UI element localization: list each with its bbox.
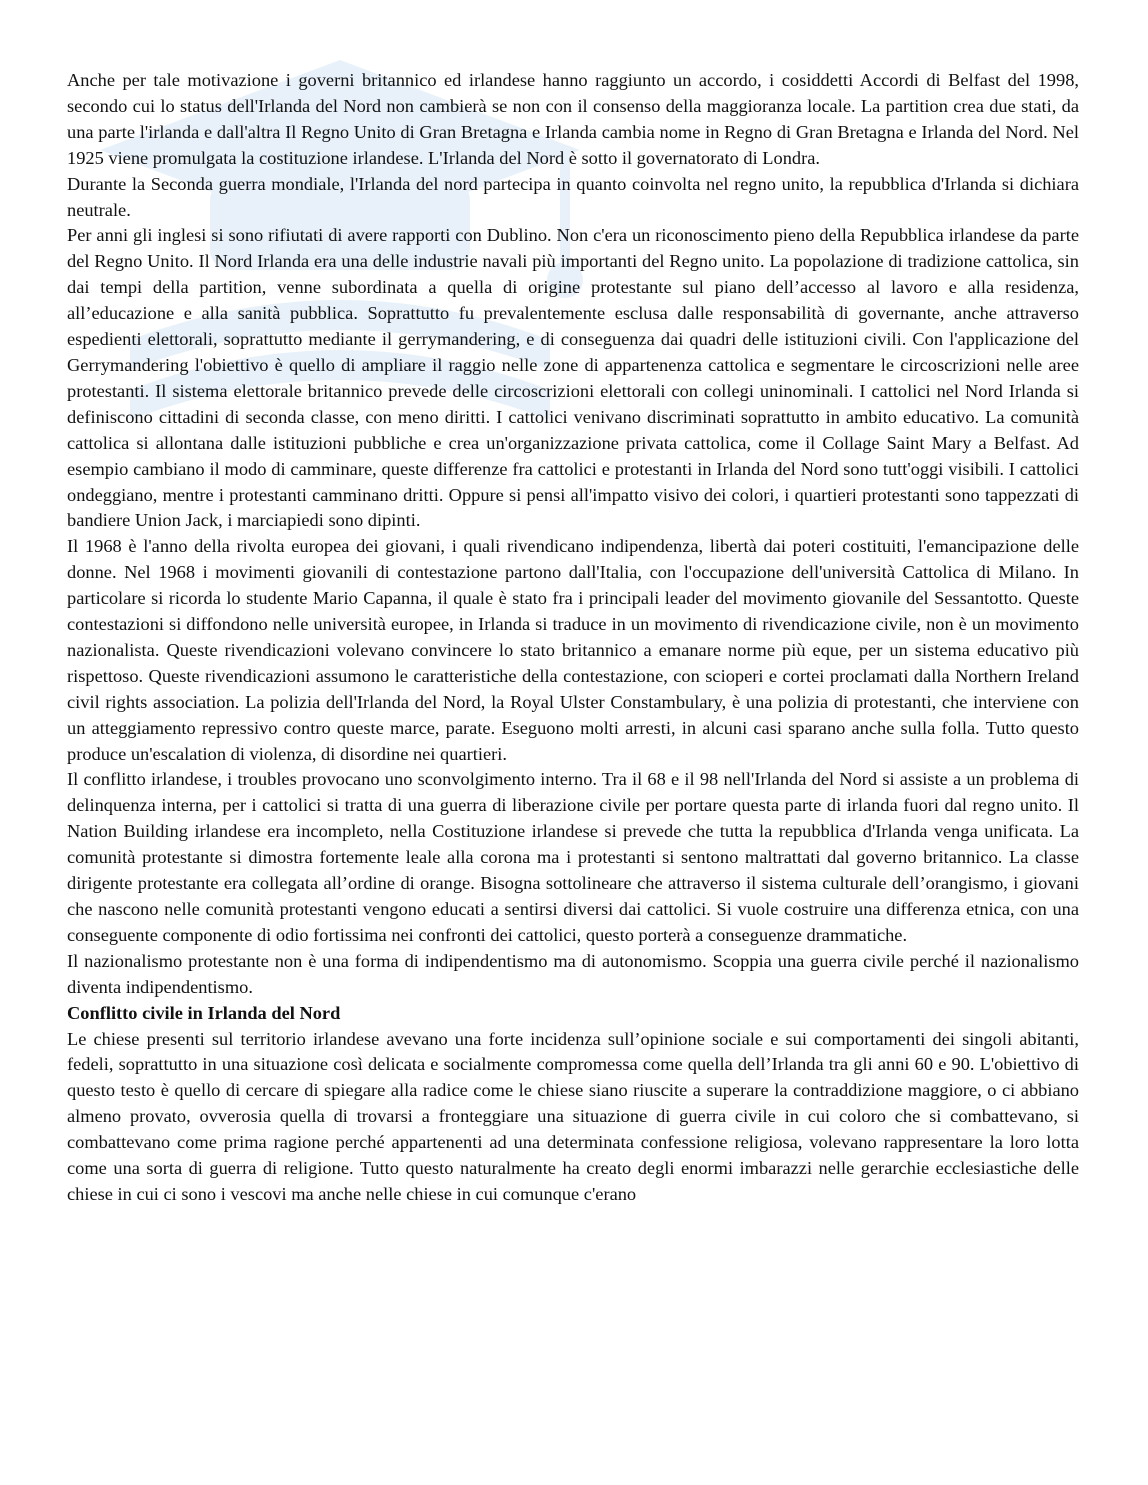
paragraph: Il nazionalismo protestante non è una forma di indipendentismo ma di autonomismo. Scoppia una guerra civile perché il nazionalismo diventa indipendentismo.: [67, 950, 1079, 997]
document-body: [67, 68, 1079, 1208]
paragraph: Anche per tale motivazione i governi britannico ed irlandese hanno raggiunto un accordo, i cosiddetti Accordi di Belfast del 1998, secondo cui lo status dell'Irlanda del Nord non cambierà se non con il consenso della maggioranza locale. La partition crea due stati, da una parte l'irlanda e dall'altra Il Regno Unito di Gran Bretagna e Irlanda cambia nome in Regno di Gran Bretagna e Irlanda del Nord. Nel 1925 viene promulgata la costituzione irlandese. L'Irlanda del Nord è sotto il governatorato di Londra.: [67, 70, 1079, 168]
paragraph: Il conflitto irlandese, i troubles provocano uno sconvolgimento interno. Tra il 68 e il 98 nell'Irlanda del Nord si assiste a un problema di delinquenza interna, per i cattolici si tratta di una guerra di liberazione civile per portare questa parte di irlanda fuori dal regno unito. Il Nation Building irlandese era incompleto, nella Costituzione irlandese si prevede che tutta la repubblica d'Irlanda venga unificata. La comunità protestante si dimostra fortemente leale alla corona ma i protestanti si sentono maltrattati dal governo britannico. La classe dirigente protestante era collegata all’ordine di orange. Bisogna sottolineare che attraverso il sistema culturale dell’orangismo, i giovani che nascono nelle comunità protestanti vengono educati a sentirsi diversi dai cattolici. Si vuole costruire una differenza etnica, con una conseguente componente di odio fortissima nei confronti dei cattolici, questo porterà a conseguenze drammatiche.: [67, 769, 1079, 945]
paragraph: Le chiese presenti sul territorio irlandese avevano una forte incidenza sull’opinione sociale e sui comportamenti dei singoli abitanti, fedeli, soprattutto in una situazione così delicata e socialmente compromessa come quella dell’Irlanda tra gli anni 60 e 90. L'obiettivo di questo testo è quello di cercare di spiegare alla radice come le chiese siano riuscite a superare la contraddizione maggiore, o ci abbiano almeno provato, ovverosia quella di trovarsi a fronteggiare una situazione di guerra civile in cui coloro che si combattevano, si combattevano come prima ragione perché appartenenti ad una determinata confessione religiosa, volevano rappresentare la loro lotta come una sorta di guerra di religione. Tutto questo naturalmente ha creato degli enormi imbarazzi nelle gerarchie ecclesiastiche delle chiese in cui ci sono i vescovi ma anche nelle chiese in cui comunque c'erano: [67, 1028, 1079, 1204]
paragraph: Il 1968 è l'anno della rivolta europea dei giovani, i quali rivendicano indipendenza, libertà dai poteri costituiti, l'emancipazione delle donne. Nel 1968 i movimenti giovanili di contestazione partono dall'Italia, con l'occupazione dell'università Cattolica di Milano. In particolare si ricorda lo studente Mario Capanna, il quale è stato fra i principali leader del movimento giovanile del Sessantotto. Queste contestazioni si diffondono nelle università europee, in Irlanda si traduce in un movimento di rivendicazione civile, non è un movimento nazionalista. Queste rivendicazioni volevano convincere lo stato britannico a emanare norme più eque, per un sistema educativo più rispettoso. Queste rivendicazioni assumono le caratteristiche della contestazione, con scioperi e cortei proclamati dalla Northern Ireland civil rights association. La polizia dell'Irlanda del Nord, la Royal Ulster Constambulary, è una polizia di protestanti, che interviene con un atteggiamento repressivo contro queste marce, parate. Eseguono molti arresti, in alcuni casi sparano anche sulla folla. Tutto questo produce un'escalation di violenza, di disordine nei quartieri.: [67, 536, 1079, 764]
section-heading: Conflitto civile in Irlanda del Nord: [67, 1002, 341, 1023]
paragraph: Per anni gli inglesi si sono rifiutati di avere rapporti con Dublino. Non c'era un riconoscimento pieno della Repubblica irlandese da parte del Regno Unito. Il Nord Irlanda era una delle industrie navali più importanti del Regno unito. La popolazione di tradizione cattolica, sin dai tempi della partition, venne subordinata a quella di origine protestante sul piano dell’accesso al lavoro e alla residenza, all’educazione e alla sanità pubblica. Soprattutto fu prevalentemente esclusa dalle responsabilità di governante, anche attraverso espedienti elettorali, soprattutto mediante il gerrymandering, e di conseguenza dai quadri delle istituzioni civili. Con l'applicazione del Gerrymandering l'obiettivo è quello di ampliare il raggio nelle zone di appartenenza cattolica e segmentare le circoscrizioni nelle aree protestanti. Il sistema elettorale britannico prevede delle circoscrizioni elettorali con collegi uninominali. I cattolici nel Nord Irlanda si definiscono cittadini di seconda classe, con meno diritti. I cattolici venivano discriminati soprattutto in ambito educativo. La comunità cattolica si allontana dalle istituzioni pubbliche e crea un'organizzazione privata cattolica, come il Collage Saint Mary a Belfast. Ad esempio cambiano il modo di camminare, queste differenze fra cattolici e protestanti in Irlanda del Nord sono tutt'oggi visibili. I cattolici ondeggiano, mentre i protestanti camminano dritti. Oppure si pensi all'impatto visivo dei colori, i quartieri protestanti sono tappezzati di bandiere Union Jack, i marciapiedi sono dipinti.: [67, 225, 1079, 531]
paragraph: Durante la Seconda guerra mondiale, l'Irlanda del nord partecipa in quanto coinvolta nel regno unito, la repubblica d'Irlanda si dichiara neutrale.: [67, 173, 1079, 220]
